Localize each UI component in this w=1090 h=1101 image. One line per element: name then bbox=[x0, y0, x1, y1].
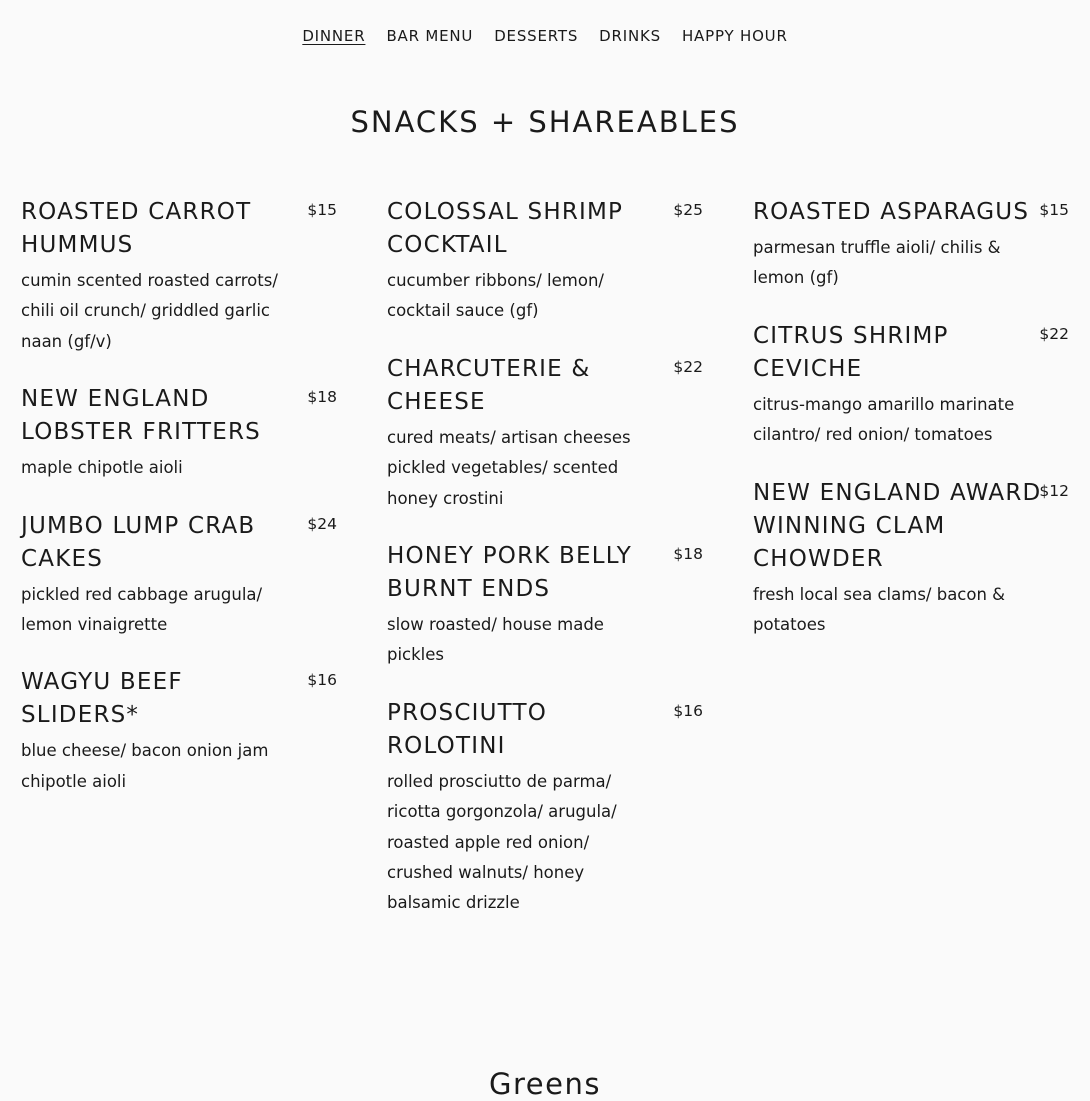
menu-item bbox=[387, 540, 703, 671]
menu-nav bbox=[0, 25, 1090, 47]
menu-item-price: $16 bbox=[307, 671, 337, 690]
menu-item-price: $15 bbox=[307, 201, 337, 219]
menu-item-price: $18 bbox=[307, 388, 337, 407]
menu-item-description: parmesan truffle aioli/ chilis & lemon (gf) bbox=[753, 238, 1001, 288]
section-title-snacks: SNACKS + SHAREABLES bbox=[350, 105, 740, 139]
menu-item-name: ROASTED CARROT HUMMUS bbox=[21, 199, 252, 258]
menu-item-header bbox=[21, 196, 337, 262]
nav-happy-hour[interactable]: HAPPY HOUR bbox=[681, 27, 788, 45]
menu-item-description: rolled prosciutto de parma/ ricotta gorgonzola/ arugula/ roasted apple red onion/ crushed walnuts/ honey balsamic drizzle bbox=[387, 771, 617, 913]
menu-item-description: fresh local sea clams/ bacon & potatoes bbox=[753, 584, 1006, 635]
menu-item-name: NEW ENGLAND LOBSTER FRITTERS bbox=[21, 386, 261, 446]
menu-column-1 bbox=[21, 196, 337, 823]
menu-item-name: HONEY PORK BELLY BURNT ENDS bbox=[387, 543, 632, 603]
menu-item-price: $15 bbox=[1039, 201, 1069, 219]
menu-item-description: cumin scented roasted carrots/ chili oil crunch/ griddled garlic naan (gf/v) bbox=[21, 271, 278, 351]
menu-item bbox=[21, 196, 337, 357]
menu-item-price: $22 bbox=[673, 357, 703, 376]
menu-item bbox=[21, 510, 337, 641]
menu-item bbox=[21, 666, 337, 797]
menu-item-header bbox=[21, 383, 337, 449]
menu-item-name: NEW ENGLAND AWARD WINNING CLAM CHOWDER bbox=[753, 479, 1042, 572]
menu-item-header bbox=[753, 320, 1069, 386]
nav-desserts[interactable]: DESSERTS bbox=[494, 27, 579, 45]
menu-item-header bbox=[387, 540, 703, 606]
menu-item-description: citrus-mango amarillo marinate cilantro/ red onion/ tomatoes bbox=[753, 394, 1015, 445]
menu-item bbox=[753, 196, 1069, 294]
nav-dinner[interactable]: DINNER bbox=[302, 27, 366, 45]
menu-item-name: ROASTED ASPARAGUS bbox=[753, 199, 1030, 225]
menu-item-description: maple chipotle aioli bbox=[21, 458, 183, 478]
menu-item-name: PROSCIUTTO ROLOTINI bbox=[387, 699, 548, 759]
menu-item bbox=[387, 697, 703, 919]
menu-item-header bbox=[753, 196, 1069, 229]
menu-item bbox=[21, 383, 337, 483]
menu-item-name: CHARCUTERIE & CHEESE bbox=[387, 355, 591, 415]
menu-item-description: cucumber ribbons/ lemon/ cocktail sauce (gf) bbox=[387, 271, 604, 321]
menu-item bbox=[753, 320, 1069, 451]
menu-item-price: $24 bbox=[307, 514, 337, 533]
menu-item-name: WAGYU BEEF SLIDERS* bbox=[21, 669, 183, 729]
menu-item bbox=[387, 196, 703, 327]
menu-item-price: $18 bbox=[673, 545, 703, 564]
menu-item-description: cured meats/ artisan cheeses pickled vegetables/ scented honey crostini bbox=[387, 427, 631, 508]
menu-item-header bbox=[753, 477, 1069, 576]
menu-item-price: $22 bbox=[1039, 324, 1069, 343]
menu-column-3 bbox=[753, 196, 1069, 666]
menu-item-header bbox=[387, 353, 703, 419]
menu-item-price: $12 bbox=[1039, 481, 1069, 500]
menu-item-header bbox=[387, 196, 703, 262]
menu-item-header bbox=[387, 697, 703, 763]
menu-item-name: CITRUS SHRIMP CEVICHE bbox=[753, 322, 949, 382]
menu-item-header bbox=[21, 510, 337, 576]
menu-item bbox=[387, 353, 703, 514]
menu-item bbox=[753, 477, 1069, 641]
menu-item-name: JUMBO LUMP CRAB CAKES bbox=[21, 512, 256, 572]
menu-item-description: pickled red cabbage arugula/ lemon vinaigrette bbox=[21, 584, 263, 635]
menu-item-header bbox=[21, 666, 337, 732]
menu-item-description: blue cheese/ bacon onion jam chipotle aioli bbox=[21, 741, 269, 791]
menu-item-price: $16 bbox=[673, 701, 703, 720]
menu-item-name: COLOSSAL SHRIMP COCKTAIL bbox=[387, 199, 624, 258]
section-title-greens: Greens bbox=[489, 1067, 601, 1101]
nav-bar-menu[interactable]: BAR MENU bbox=[386, 27, 474, 45]
nav-drinks[interactable]: DRINKS bbox=[599, 27, 661, 45]
menu-item-price: $25 bbox=[673, 201, 703, 219]
menu-item-description: slow roasted/ house made pickles bbox=[387, 615, 604, 665]
menu-column-2 bbox=[387, 196, 703, 945]
